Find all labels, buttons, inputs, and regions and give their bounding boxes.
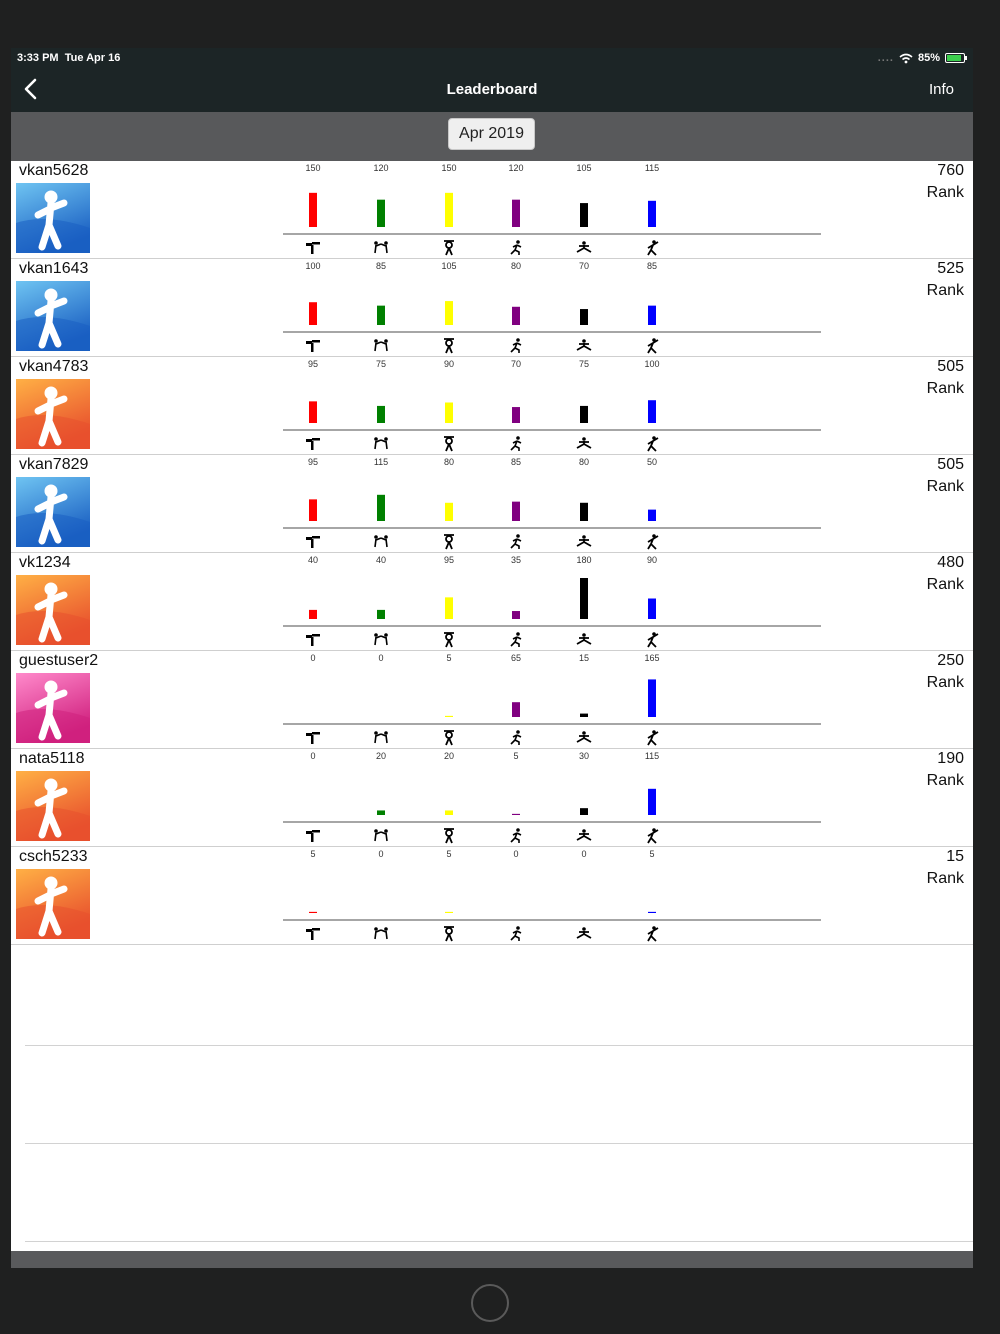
score-bar [512,502,520,521]
battery-text: 85% [917,52,940,64]
bar-value-label: 75 [375,359,387,369]
avatar [16,477,90,547]
bar-value-label: 85 [646,261,658,271]
sparring-icon [374,339,388,351]
battery-icon [945,53,965,63]
total-score: 525 [937,260,964,277]
run-icon [511,534,521,549]
score-bar [648,789,656,815]
strike-icon [648,240,658,255]
bar-value-label: 115 [644,163,660,173]
bar-value-label: 0 [513,849,519,859]
sparring-icon [374,241,388,253]
martial-arts-avatar-icon [16,281,90,351]
fencing-avatar-icon [16,477,90,547]
empty-row-separator [25,1143,973,1144]
bar-value-label: 120 [508,163,524,173]
leaderboard-row[interactable] [11,357,973,455]
strike-icon [648,632,658,647]
score-bar [445,503,453,521]
kick-icon [306,732,320,744]
rank-label: Rank [926,478,964,495]
rank-label: Rank [926,184,964,201]
avatar [16,379,90,449]
score-bar [648,912,656,913]
run-icon [511,632,521,647]
bar-value-label: 40 [375,555,387,565]
strike-icon [648,730,658,745]
score-bar [512,307,520,325]
device-bezel [0,0,1000,48]
martial-arts-avatar-icon [16,869,90,939]
score-chart [283,161,821,258]
score-bar [445,912,453,913]
archery-avatar-icon [16,575,90,645]
score-bar [445,301,453,325]
bar-value-label: 0 [581,849,587,859]
wifi-icon [899,53,913,64]
bar-value-label: 150 [305,163,321,173]
score-bar [309,912,317,913]
rank-label: Rank [926,380,964,397]
score-bar [309,193,317,227]
sparring-icon [374,437,388,449]
bar-value-label: 5 [649,849,655,859]
bar-value-label: 90 [443,359,455,369]
player-name: vkan4783 [19,358,89,375]
bar-value-label: 0 [310,653,316,663]
bar-value-label: 80 [443,457,455,467]
score-bar [648,306,656,325]
kick-icon [306,928,320,940]
player-name: vkan7829 [19,456,89,473]
lift-icon [444,339,454,353]
bar-value-label: 35 [510,555,522,565]
player-name: csch5233 [19,848,88,865]
score-chart [283,259,821,356]
bar-value-label: 75 [578,359,590,369]
score-bar [309,401,317,423]
sparring-icon [374,927,388,939]
month-picker-button[interactable]: Apr 2019 [448,118,535,150]
bar-value-label: 95 [307,359,319,369]
kick-icon [306,536,320,548]
avatar [16,869,90,939]
score-bar [377,610,385,619]
run-icon [511,338,521,353]
score-bar [309,610,317,619]
date-text: Tue Apr 16 [64,52,121,64]
run-icon [511,828,521,843]
score-bar [580,406,588,423]
score-bar [445,716,453,717]
page-title: Leaderboard [446,81,538,98]
sparring-icon [374,829,388,841]
score-bar [580,714,588,717]
score-bar [445,597,453,619]
bar-value-label: 5 [513,751,519,761]
score-bar [512,814,520,815]
score-chart [283,357,821,454]
kick-icon [306,830,320,842]
split-icon [577,241,591,252]
bar-value-label: 70 [510,359,522,369]
total-score: 480 [937,554,964,571]
app-screen [11,48,973,1268]
score-bar [580,203,588,227]
split-icon [577,829,591,840]
lift-icon [444,535,454,549]
leaderboard-row[interactable] [11,259,973,357]
score-bar [377,306,385,325]
score-bar [445,403,453,424]
leaderboard-row[interactable] [11,455,973,553]
run-icon [511,730,521,745]
score-bar [445,193,453,227]
score-bar [377,200,385,227]
bar-value-label: 30 [578,751,590,761]
sparring-icon [374,633,388,645]
strike-icon [648,926,658,941]
bar-value-label: 50 [646,457,658,467]
player-name: vk1234 [19,554,71,571]
score-bar [580,503,588,521]
split-icon [577,339,591,350]
bar-value-label: 100 [644,359,660,369]
score-chart [283,651,821,748]
split-icon [577,437,591,448]
lift-icon [444,437,454,451]
run-icon [511,436,521,451]
bar-value-label: 95 [443,555,455,565]
score-bar [377,495,385,521]
strike-icon [648,534,658,549]
avatar [16,281,90,351]
split-icon [577,927,591,938]
lift-icon [444,633,454,647]
bar-value-label: 5 [446,849,452,859]
score-bar [309,302,317,325]
bar-value-label: 105 [441,261,457,271]
bar-value-label: 120 [373,163,389,173]
bar-value-label: 115 [373,457,389,467]
rank-label: Rank [926,674,964,691]
split-icon [577,731,591,742]
player-name: nata5118 [19,750,85,767]
bar-value-label: 95 [307,457,319,467]
month-selector-bar [11,112,973,161]
leaderboard-list [11,161,973,945]
score-bar [648,201,656,227]
bar-value-label: 80 [510,261,522,271]
score-chart [283,553,821,650]
split-icon [577,633,591,644]
bar-value-label: 85 [375,261,387,271]
lift-icon [444,829,454,843]
bar-value-label: 5 [446,653,452,663]
score-bar [580,309,588,325]
player-name: vkan1643 [19,260,89,277]
score-bar [580,808,588,815]
score-bar [377,406,385,423]
total-score: 505 [937,456,964,473]
bar-value-label: 105 [576,163,592,173]
bar-value-label: 150 [441,163,457,173]
avatar [16,673,90,743]
bar-value-label: 20 [443,751,455,761]
run-icon [511,926,521,941]
strike-icon [648,338,658,353]
lift-icon [444,241,454,255]
martial-arts-avatar-icon [16,379,90,449]
player-name: guestuser2 [19,652,99,669]
empty-row-separator [25,1045,973,1046]
bar-value-label: 20 [375,751,387,761]
rank-label: Rank [926,282,964,299]
avatar [16,575,90,645]
signal-icon: .... [877,52,894,64]
total-score: 760 [937,162,964,179]
bar-value-label: 0 [378,849,384,859]
bar-value-label: 0 [310,751,316,761]
avatar [16,771,90,841]
score-bar [648,679,656,717]
score-bar [445,810,453,815]
bar-value-label: 70 [578,261,590,271]
nav-bar [11,70,973,112]
leaderboard-row[interactable] [11,651,973,749]
score-chart [283,749,821,846]
kick-icon [306,438,320,450]
strike-icon [648,436,658,451]
bar-value-label: 115 [644,751,660,761]
score-bar [580,578,588,619]
bar-value-label: 80 [578,457,590,467]
rank-label: Rank [926,772,964,789]
bar-value-label: 180 [576,555,592,565]
total-score: 505 [937,358,964,375]
player-name: vkan5628 [19,162,89,179]
score-chart [283,847,821,944]
kendo-avatar-icon [16,673,90,743]
info-button[interactable]: Info [928,81,954,98]
total-score: 190 [937,750,964,767]
total-score: 250 [937,652,964,669]
leaderboard-row[interactable] [11,847,973,945]
strike-icon [648,828,658,843]
bar-value-label: 165 [644,653,660,663]
lift-icon [444,927,454,941]
sparring-icon [374,731,388,743]
split-icon [577,535,591,546]
kick-icon [306,242,320,254]
score-bar [512,611,520,619]
rank-label: Rank [926,870,964,887]
martial-arts-avatar-icon [16,771,90,841]
kick-icon [306,340,320,352]
status-bar [11,48,973,70]
bar-value-label: 100 [305,261,321,271]
status-right [878,52,965,64]
leaderboard-row[interactable] [11,161,973,259]
leaderboard-row[interactable] [11,553,973,651]
martial-arts-avatar-icon [16,183,90,253]
score-bar [648,400,656,423]
lift-icon [444,731,454,745]
bar-value-label: 5 [310,849,316,859]
score-bar [512,407,520,423]
score-bar [648,599,656,620]
status-time [17,52,120,64]
rank-label: Rank [926,576,964,593]
total-score: 15 [946,848,964,865]
bar-value-label: 90 [646,555,658,565]
time-text: 3:33 PM [17,52,59,64]
run-icon [511,240,521,255]
score-bar [377,810,385,815]
empty-row-separator [25,1241,973,1242]
score-bar [648,510,656,521]
bar-value-label: 65 [510,653,522,663]
bar-value-label: 85 [510,457,522,467]
bar-value-label: 0 [378,653,384,663]
home-button[interactable] [471,1284,509,1322]
avatar [16,183,90,253]
leaderboard-row[interactable] [11,749,973,847]
score-chart [283,455,821,552]
score-bar [512,200,520,227]
score-bar [512,702,520,717]
score-bar [309,499,317,521]
bottom-toolbar [11,1251,973,1268]
sparring-icon [374,535,388,547]
bar-value-label: 40 [307,555,319,565]
bar-value-label: 15 [578,653,590,663]
kick-icon [306,634,320,646]
